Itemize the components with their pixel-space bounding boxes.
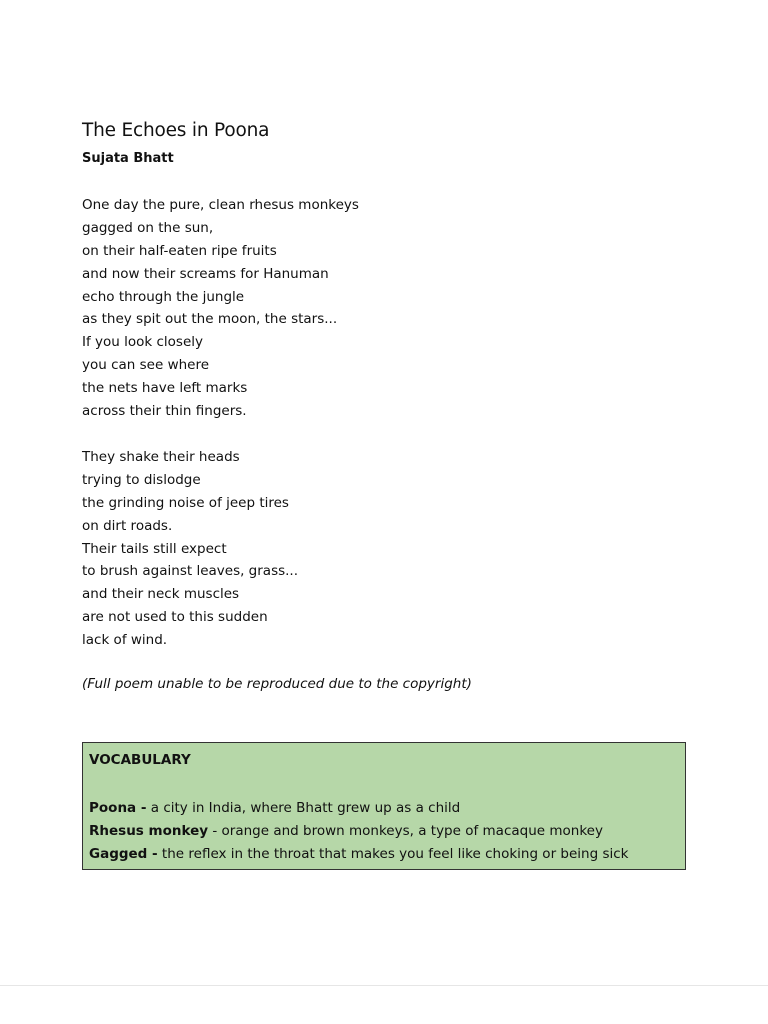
- poem-line: on their half-eaten ripe fruits: [82, 242, 277, 259]
- poem-line: trying to dislodge: [82, 471, 201, 488]
- vocabulary-box: [82, 742, 686, 870]
- stanza-2: [82, 446, 298, 652]
- poem-line: across their thin fingers.: [82, 403, 247, 420]
- poem-line: on dirt roads.: [82, 517, 173, 534]
- vocabulary-term: Rhesus monkey: [89, 823, 209, 839]
- page-divider: [0, 985, 768, 986]
- vocabulary-term: Gagged -: [89, 846, 158, 862]
- poem-line: and now their screams for Hanuman: [82, 265, 329, 282]
- poem-line: you can see where: [82, 357, 210, 374]
- vocabulary-definition: the reflex in the throat that makes you feel like choking or being sick: [157, 846, 629, 862]
- vocabulary-heading: VOCABULARY: [89, 752, 191, 768]
- vocabulary-item: [89, 843, 628, 866]
- poem-line: If you look closely: [82, 334, 204, 351]
- poem-line: echo through the jungle: [82, 288, 245, 305]
- vocabulary-term: Poona -: [89, 800, 147, 816]
- copyright-note: (Full poem unable to be reproduced due to the copyright): [82, 676, 472, 692]
- poem-line: to brush against leaves, grass...: [82, 563, 299, 580]
- vocabulary-item: [89, 820, 628, 843]
- poem-line: Their tails still expect: [82, 540, 227, 557]
- stanza-1: [82, 194, 359, 423]
- poem-title: The Echoes in Poona: [82, 120, 270, 141]
- poem-line: as they spit out the moon, the stars...: [82, 311, 338, 328]
- poem-line: and their neck muscles: [82, 586, 240, 603]
- poem-line: lack of wind.: [82, 632, 168, 649]
- vocabulary-definition: a city in India, where Bhatt grew up as a child: [146, 800, 461, 816]
- poem-line: the nets have left marks: [82, 380, 248, 397]
- poem-author: Sujata Bhatt: [82, 151, 174, 166]
- poem-line: are not used to this sudden: [82, 609, 268, 626]
- vocabulary-list: [89, 797, 628, 866]
- vocabulary-item: [89, 797, 628, 820]
- vocabulary-definition: - orange and brown monkeys, a type of macaque monkey: [208, 823, 603, 839]
- poem-line: gagged on the sun,: [82, 219, 214, 236]
- poem-line: One day the pure, clean rhesus monkeys: [82, 197, 359, 213]
- poem-line: They shake their heads: [82, 449, 240, 465]
- poem-line: the grinding noise of jeep tires: [82, 494, 289, 511]
